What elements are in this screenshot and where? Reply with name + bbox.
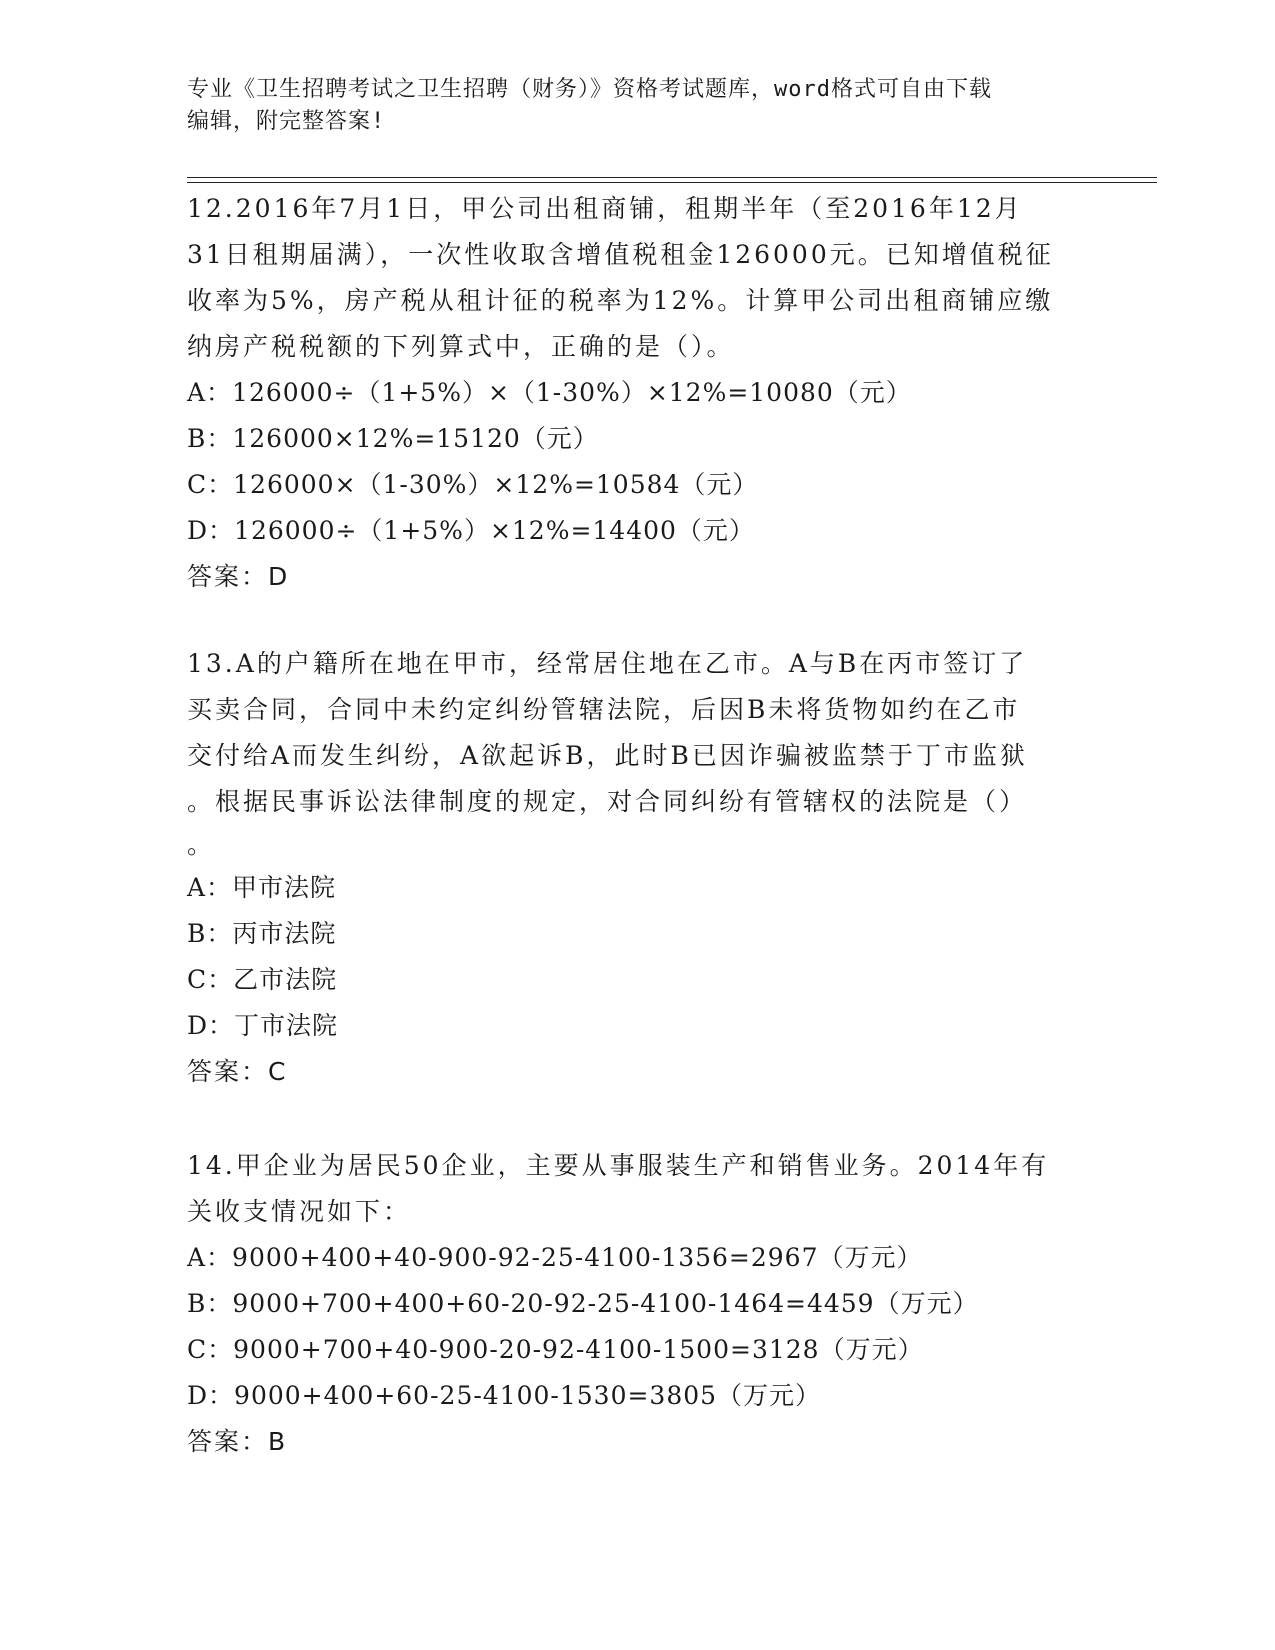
header-line-1: 专业《卫生招聘考试之卫生招聘（财务）》资格考试题库，word格式可自由下载 (187, 77, 992, 102)
question-14 (187, 1143, 1087, 1465)
option-a: A：126000÷（1+5%）×（1-30%）×12%=10080（元） (187, 378, 912, 407)
question-text-line: 交付给A而发生纠纷，A欲起诉B，此时B已因诈骗被监禁于丁市监狱 (187, 741, 1028, 770)
option-d: D：126000÷（1+5%）×12%=14400（元） (187, 516, 755, 545)
option-c: C：126000×（1-30%）×12%=10584（元） (187, 470, 759, 499)
question-text-line: 。 (187, 830, 216, 859)
question-text-line: 13.A的户籍所在地在甲市，经常居住地在乙市。A与B在丙市签订了 (187, 649, 1028, 678)
question-text-line: 31日租期届满），一次性收取含增值税租金126000元。已知增值税征 (187, 240, 1054, 269)
option-a: A：甲市法院 (187, 873, 337, 902)
option-d: D：9000+400+60-25-4100-1530=3805（万元） (187, 1381, 822, 1410)
option-b: B：9000+700+400+60-20-92-25-4100-1464=4459（万元） (187, 1289, 979, 1318)
question-13 (187, 641, 1087, 1095)
header-line-2: 编辑，附完整答案! (187, 109, 386, 134)
option-b: B：丙市法院 (187, 919, 337, 948)
answer: 答案：B (187, 1427, 288, 1456)
answer: 答案：C (187, 1057, 288, 1086)
question-text-line: 收率为5%，房产税从租计征的税率为12%。计算甲公司出租商铺应缴 (187, 286, 1054, 315)
question-text-line: 关收支情况如下： (187, 1197, 412, 1226)
option-c: C：乙市法院 (187, 965, 338, 994)
answer: 答案：D (187, 562, 290, 591)
question-text-line: 12.2016年7月1日，甲公司出租商铺，租期半年（至2016年12月 (187, 194, 1023, 223)
header-divider-top (187, 177, 1157, 178)
option-d: D：丁市法院 (187, 1011, 339, 1040)
option-c: C：9000+700+40-900-20-92-4100-1500=3128（万元） (187, 1335, 924, 1364)
header-divider-bottom (187, 182, 1157, 183)
option-a: A：9000+400+40-900-92-25-4100-1356=2967（万元） (187, 1243, 923, 1272)
question-12 (187, 186, 1087, 600)
question-text-line: 纳房产税税额的下列算式中，正确的是（）。 (187, 332, 735, 361)
question-text-line: 14.甲企业为居民50企业，主要从事服装生产和销售业务。2014年有 (187, 1151, 1050, 1180)
option-b: B：126000×12%=15120（元） (187, 424, 599, 453)
question-text-line: 。根据民事诉讼法律制度的规定，对合同纠纷有管辖权的法院是（） (187, 787, 1028, 816)
question-text-line: 买卖合同，合同中未约定纠纷管辖法院，后因B未将货物如约在乙市 (187, 695, 1021, 724)
document-header (187, 74, 1087, 138)
